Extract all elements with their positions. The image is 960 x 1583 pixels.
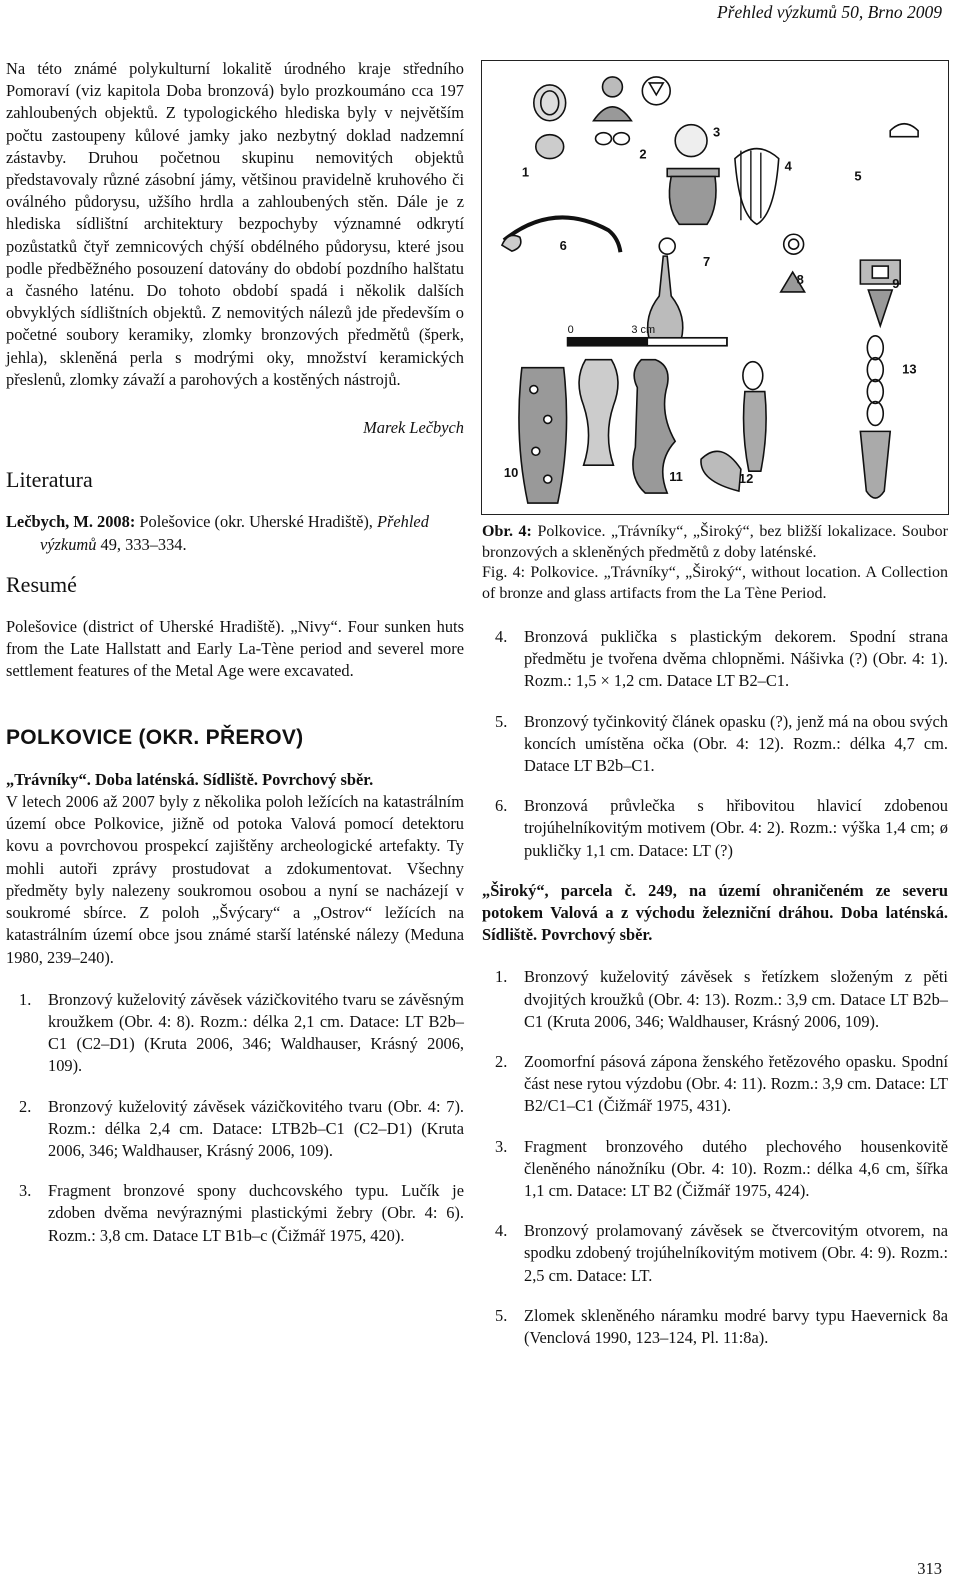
- item-text: Bronzový kuželovitý závěsek vázičkovitého tvaru se závěsným kroužkem (Obr. 4: 8). Rozm.: délka 2,1 cm. Datace: LT B2b–C1 (C2–D1) (Kruta 2006, 346; Waldhauser, Krásný 2006, 109).: [48, 989, 464, 1076]
- item-number: 1.: [495, 967, 508, 987]
- list-item: [482, 795, 948, 862]
- fig-label-9: 9: [892, 275, 900, 291]
- item-number: 5.: [495, 711, 508, 731]
- lit-pages: 49, 333–334.: [96, 534, 187, 554]
- list-item: [6, 1096, 464, 1163]
- item-number: 6.: [495, 796, 508, 816]
- list-item: [482, 1220, 948, 1287]
- fig-label-2: 2: [639, 146, 647, 162]
- list-item: [482, 1305, 948, 1349]
- list-item: [482, 626, 948, 693]
- item-text: Bronzová průvlečka s hřibovitou hlavicí zdobenou trojúhelníkovitým motivem (Obr. 4: 2). Rozm.: výška 1,4 cm; ø pukličky 1,1 cm. Datace: LT (?): [524, 796, 948, 860]
- item-number: 4.: [495, 627, 508, 646]
- list-item: [482, 711, 948, 778]
- section-heading: POLKOVICE (OKR. PŘEROV): [6, 725, 304, 749]
- item-number: 1.: [19, 989, 32, 1009]
- subsection-text-travniky: V letech 2006 až 2007 byly z několika poloh ležících na katastrálním území obce Polkovice, jižně od potoka Valová pomocí detektoru kovu a povrchovou prospekcí zajištěny archeologické artefakty. Ty mohli autoři zprávy prostudovat a zdokumentovat. Všechny předměty byly nalezeny soukromou osobou a nyní se nacházejí v soukromé sbírce. Z poloh „Švýcary“ a „Ostrov“ ležících na katastrálním území obce jsou známé starší laténské nálezy (Meduna 1980, 239–240).: [6, 792, 464, 967]
- item-text: Bronzová puklička s plastickým dekorem. Spodní strana předmětu je tvořena dvěma chlopněmi. Nášivka (?) (Obr. 4: 1). Rozm.: 1,5 × 1,2 cm. Datace LT B2–C1.: [524, 627, 948, 691]
- author-signature: Marek Lečbych: [363, 418, 464, 438]
- figure-caption-en: Fig. 4: Polkovice. „Trávníky“, „Široký“, without location. A Collection of bronze and glass artifacts from the La Tène Period.: [482, 564, 948, 602]
- item-number: 5.: [495, 1305, 508, 1325]
- fig-label-12: 12: [738, 471, 754, 487]
- item-number: 3.: [19, 1181, 32, 1201]
- list-item: [482, 966, 948, 1033]
- figure-caption-cz: [482, 522, 948, 563]
- list-item: [6, 989, 464, 1078]
- item-text: Zlomek skleněného náramku modré barvy typu Haevernick 8a (Venclová 1990, 123–124, Pl. 11:8a).: [524, 1305, 948, 1348]
- list-item: [482, 1051, 948, 1118]
- finds-list-travniky: [6, 989, 464, 1247]
- item-number: 4.: [495, 1221, 508, 1241]
- resume-heading: Resumé: [6, 571, 77, 597]
- fig-label-5: 5: [854, 168, 862, 184]
- item-text: Bronzový kuželovitý závěsek s řetízkem složeným z pěti dvojitých kroužků (Obr. 4: 13). Rozm.: 3,9 cm. Datace LT B2b–C1 (Kruta 2006, 346; Waldhauser, Krásný 2006, 109).: [524, 967, 948, 1031]
- item-text: Bronzový prolamovaný závěsek se čtvercovitým otvorem, na spodku zdobený trojúhelníkovitým motivem (Obr. 4: 9). Rozm.: 2,5 cm. Datace: LT.: [524, 1221, 948, 1285]
- item-number: 2.: [495, 1052, 508, 1072]
- running-header: Přehled výzkumů 50, Brno 2009: [716, 2, 942, 22]
- literatura-heading: Literatura: [6, 467, 93, 493]
- finds-list-travniky-continued: [482, 626, 948, 862]
- subsection-heading-travniky: „Trávníky“. Doba laténská. Sídliště. Povrchový sběr.: [6, 769, 374, 789]
- literature-entry: [6, 511, 464, 555]
- fig-label-10: 10: [503, 465, 519, 481]
- resume-text: Polešovice (district of Uherské Hradiště). „Nivy“. Four sunken huts from the Late Hallstatt and Early La-Tène period and severel more settlement features of the Metal Age were excavated.: [6, 617, 464, 681]
- list-item: [482, 1136, 948, 1203]
- caption-label: Obr. 4:: [482, 523, 532, 540]
- scale-end-label: 3 cm: [631, 323, 656, 336]
- page-number: 313: [917, 1559, 942, 1578]
- lit-author: Lečbych, M. 2008:: [6, 512, 136, 532]
- item-number: 3.: [495, 1136, 508, 1156]
- lit-title: Polešovice (okr. Uherské Hradiště),: [135, 512, 377, 532]
- fig-label-4: 4: [784, 158, 792, 174]
- fig-label-8: 8: [796, 272, 804, 288]
- item-text: Zoomorfní pásová zápona ženského řetězového opasku. Spodní část nese rytou výzdobu (Obr. 4: 11). Rozm.: 3,9 cm. Datace: LT B2/C1–C1 (Čižmář 1975, 431).: [524, 1052, 948, 1116]
- lit-journal: Přehled výzkumů: [40, 512, 429, 554]
- fig-label-3: 3: [713, 124, 721, 140]
- artifact-drawings: [482, 61, 948, 514]
- fig-label-6: 6: [559, 238, 567, 254]
- list-item: [6, 1180, 464, 1247]
- subsection-heading-siroky: „Široký“, parcela č. 249, na území ohraničeném ze severu potokem Valová a z východu železniční dráhou. Doba laténská. Sídliště. Povrchový sběr.: [482, 880, 948, 945]
- fig-label-7: 7: [703, 254, 711, 270]
- fig-label-13: 13: [902, 361, 917, 377]
- intro-paragraph: Na této známé polykulturní lokalitě úrodného kraje středního Pomoraví (viz kapitola Doba bronzová) bylo prozkoumáno cca 197 zahloubených objektů. Z typologického hlediska byly v největším počtu zastoupeny kůlové jamky jako nezbytný doklad nadzemní zástavby. Druhou početnou skupinu nemovitých objektů představovaly různé zásobní jámy, většinou pravidelně kruhového či oválného půdorysu, užšího hrdla a zahloubených stěn. Dále je z hlediska sídlištní architektury bezpochyby významné odkrytí pozůstatků čtyř zemnicových chýší obdélného půdorysu, které jsou podle předběžného posouzení datovány do období pozdního halštatu a časného laténu. Do tohoto období spadá i několik dalších obvyklých sídlištních objektů. Z nemovitých nálezů jde především o početné soubory keramiky, zlomky bronzových předmětů (šperk, jehla), skleněná perla s modrými oky, množství keramických přeslenů, zlomky závaží a parohových a kostěných nástrojů.: [6, 59, 464, 389]
- left-column: [6, 58, 464, 1265]
- item-number: 2.: [19, 1096, 32, 1116]
- item-text: Bronzový tyčinkovitý článek opasku (?), jenž má na obou svých koncích umístěna očka (Obr. 4: 12). Rozm.: délka 4,7 cm. Datace LT B2b–C1.: [524, 711, 948, 776]
- scale-start-label: 0: [567, 323, 574, 336]
- fig-label-1: 1: [521, 164, 530, 180]
- item-text: Fragment bronzové spony duchcovského typu. Lučík je zdoben dvěma nevýraznými plastickými žebry (Obr. 4: 6). Rozm.: 3,8 cm. Datace LT B1b–c (Čižmář 1975, 420).: [48, 1181, 464, 1245]
- finds-list-siroky: [482, 966, 948, 1349]
- item-text: Bronzový kuželovitý závěsek vázičkovitého tvaru (Obr. 4: 7). Rozm.: délka 2,4 cm. Datace: LTB2b–C1 (C2–D1) (Kruta 2006, 346; Waldhauser, Krásný 2006, 109).: [48, 1096, 464, 1160]
- item-text: Fragment bronzového dutého plechového housenkovitě členěného nánožníku (Obr. 4: 10). Rozm.: délka 4,6 cm, šířka 1,1 cm. Datace: LT B2 (Čižmář 1975, 424).: [524, 1136, 948, 1201]
- right-column: [482, 522, 948, 1367]
- figure-artifacts: [481, 60, 949, 515]
- fig-label-11: 11: [669, 469, 683, 485]
- caption-text: Polkovice. „Trávníky“, „Široký“, bez bližší lokalizace. Soubor bronzových a skleněných předmětů z doby laténské.: [482, 523, 949, 561]
